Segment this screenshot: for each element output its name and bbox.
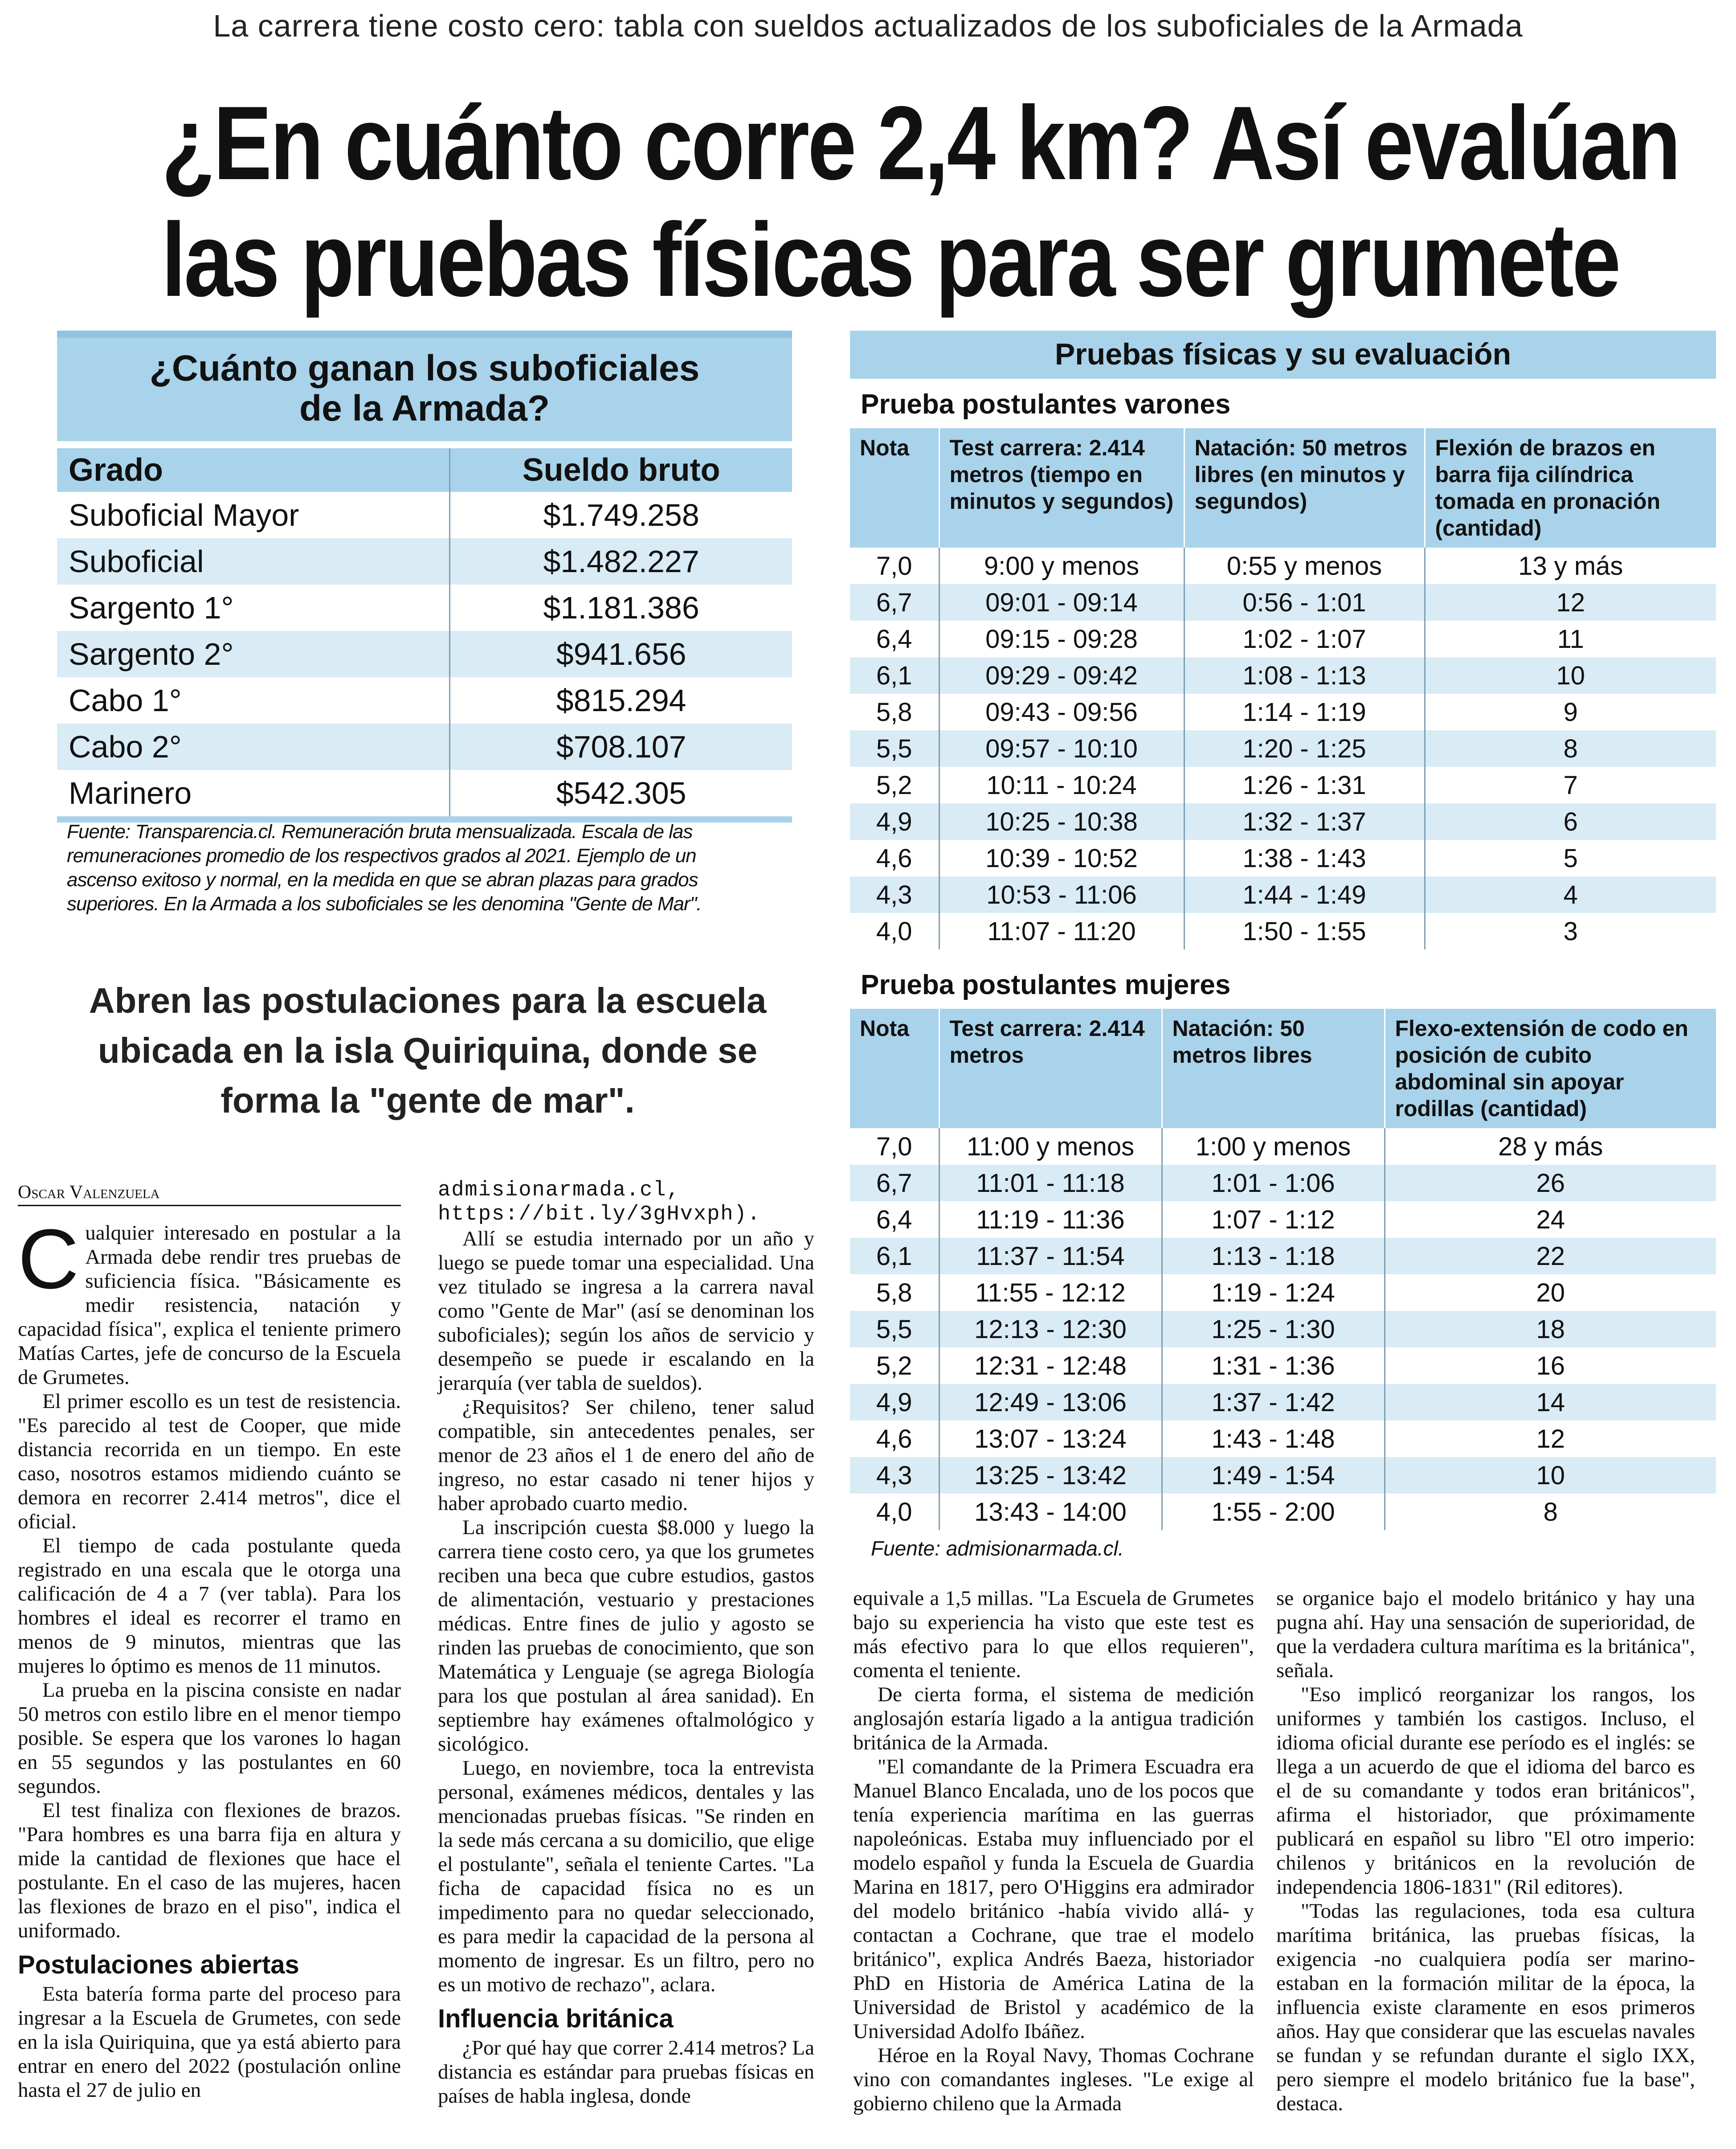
headline: [161, 84, 1679, 318]
women-cell: 11:00 y menos: [939, 1128, 1162, 1165]
men-cell: 7,0: [876, 551, 912, 581]
article-paragraph: "El comandante de la Primera Escuadra era Manuel Blanco Encalada, uno de los pocos que tenía experiencia marítima en las guerras napoleónicas. Estaba muy influenciado por el modelo español y funda la Escuela de Guardia Marina en 1817, pero O'Higgins era admirador del modelo británico -había vivido allá- y contactan a Cochrane, que trae el modelo británico", explica Andrés Baeza, historiador PhD en Historia de América Latina de la Universidad de Bristol y académico de la Universidad Adolfo Ibáñez.: [853, 1755, 1254, 2043]
section-heading-postulaciones: Postulaciones abiertas: [18, 1950, 299, 1979]
men-header-swim: Natación: 50 metros libres (en minutos y segundos): [1184, 428, 1425, 548]
men-cell: 10:53 - 11:06: [939, 876, 1184, 913]
article-paragraph: equivale a 1,5 millas. "La Escuela de Grumetes bajo su experiencia ha visto que este test es más efectivo para lo que ellos requieren", comenta el teniente.: [853, 1587, 1254, 1682]
article-column-2: [438, 1179, 814, 2108]
article-paragraph: se organice bajo el modelo británico y hay una pugna ahí. Hay una sensación de superioridad, de que la verdadera cultura marítima es la británica", señala.: [1276, 1587, 1695, 1682]
women-row: [850, 1128, 1716, 1165]
article-paragraph: El test finaliza con flexiones de brazos. "Para hombres es una barra fija en altura y mide la cantidad de flexiones que hace el postulante. En el caso de las mujeres, hacen las flexiones de brazo en el piso", indica el uniformado.: [18, 1799, 401, 1942]
article-paragraph: ¿Por qué hay que correr 2.414 metros? La distancia es estándar para pruebas físicas en países de habla inglesa, donde: [438, 2036, 814, 2108]
men-cell: 3: [1425, 913, 1716, 950]
men-cell: 09:01 - 09:14: [939, 584, 1184, 621]
men-cell: 5: [1425, 840, 1716, 876]
article-paragraph: ¿Requisitos? Ser chileno, tener salud compatible, sin antecedentes penales, ser menor de 23 años el 1 de enero del año de ingreso, no estar casado ni tener hijos y haber aprobado cuarto medio.: [438, 1396, 814, 1515]
article-column-4: [1276, 1586, 1695, 2116]
men-cell: 6,7: [850, 584, 939, 621]
men-row: [850, 548, 1716, 584]
men-cell: 13 y más: [1425, 548, 1716, 584]
men-cell: 5,2: [876, 770, 912, 800]
tests-source: Fuente: admisionarmada.cl.: [871, 1537, 1124, 1560]
salary-row: [57, 492, 792, 538]
article-paragraph: De cierta forma, el sistema de medición anglosajón estaría ligado a la antigua tradición británica de la Armada.: [853, 1683, 1254, 1754]
men-cell: 1:02 - 1:07: [1184, 621, 1425, 657]
women-cell: 4,6: [876, 1424, 912, 1453]
salary-box-title: [57, 331, 792, 441]
women-cell: 28 y más: [1385, 1128, 1716, 1165]
women-cell: 13:25 - 13:42: [939, 1457, 1162, 1494]
women-cell: 13:43 - 14:00: [939, 1494, 1162, 1530]
salary-row: [57, 770, 792, 816]
salary-header-grade: Grado: [57, 448, 450, 492]
men-table: [850, 428, 1716, 950]
subheadline: Abren las postulaciones para la escuela ubicada en la isla Quiriquina, donde se forma la "gente de mar".: [89, 981, 767, 1120]
salary-row: [57, 538, 792, 585]
men-row: [850, 694, 1716, 730]
women-cell: 6,1: [850, 1238, 939, 1274]
women-cell: 6,4: [876, 1205, 912, 1234]
women-cell: 1:31 - 1:36: [1162, 1347, 1385, 1384]
salary-row: [57, 677, 792, 724]
men-cell: 09:43 - 09:56: [939, 694, 1184, 730]
women-cell: 5,8: [876, 1278, 912, 1307]
women-cell: 11:01 - 11:18: [939, 1165, 1162, 1201]
men-cell: 1:44 - 1:49: [1184, 876, 1425, 913]
men-cell: 9: [1425, 694, 1716, 730]
men-cell: 1:14 - 1:19: [1184, 694, 1425, 730]
women-cell: 1:49 - 1:54: [1162, 1457, 1385, 1494]
article-paragraph: El tiempo de cada postulante queda registrado en una escala que le otorga una calificación de 4 a 7 (ver tabla). Para los hombres el ideal es recorrer el tramo en menos de 9 minutos, mientras que las mujeres lo óptimo es menos de 11 minutos.: [18, 1534, 401, 1678]
women-row: [850, 1457, 1716, 1494]
women-cell: 8: [1385, 1494, 1716, 1530]
women-cell: 4,0: [876, 1497, 912, 1527]
men-row: [850, 621, 1716, 657]
men-cell: 6,4: [876, 624, 912, 654]
salary-cell: $1.482.227: [450, 538, 792, 585]
men-cell: 10:11 - 10:24: [939, 767, 1184, 803]
article-column-3: [853, 1586, 1254, 2116]
article-paragraph: "Todas las regulaciones, toda esa cultura marítima británica, las pruebas físicas, la exigencia -no cualquiera podía ser marino- estaban en la formación militar de la época, la influencia existe claramente en esos primeros años. Hay que considerar que las escuelas navales se fundan y se refundan durante el siglo IXX, pero siempre el modelo británico fue la base", destaca.: [1276, 1899, 1695, 2115]
women-row: [850, 1420, 1716, 1457]
salary-cell: Cabo 2°: [57, 724, 450, 770]
headline-line-1: ¿En cuánto corre 2,4 km? Así evalúan: [161, 84, 1679, 201]
women-row: [850, 1347, 1716, 1384]
byline: Oscar Valenzuela: [18, 1182, 401, 1206]
men-cell: 10:39 - 10:52: [939, 840, 1184, 876]
drop-cap: C: [18, 1212, 79, 1306]
lead-text: ualquier interesado en postular a la Armada debe rendir tres pruebas de suficiencia física. "Básicamente es medir resistencia, natación y capacidad física", explica el teniente primero Matías Cartes, jefe de concurso de la Escuela de Grumetes.: [18, 1221, 401, 1389]
women-cell: 22: [1385, 1238, 1716, 1274]
salary-title-line-2: de la Armada?: [299, 388, 550, 429]
salary-box: [57, 331, 792, 823]
women-row: [850, 1311, 1716, 1347]
article-paragraph: La inscripción cuesta $8.000 y luego la carrera tiene costo cero, ya que los grumetes reciben una beca que cubre estudios, gastos de alimentación, vestuario y prestaciones médicas. Entre fines de julio y agosto se rinden las pruebas de conocimiento, que son Matemática y Lenguaje (se agrega Biología para los que postulan al área sanidad). En septiembre hay exámenes oftalmológico y sicológico.: [438, 1516, 814, 1756]
women-cell: 11:55 - 12:12: [939, 1274, 1162, 1311]
salary-cell: $542.305: [450, 770, 792, 816]
women-cell: 1:55 - 2:00: [1162, 1494, 1385, 1530]
article-paragraph: Esta batería forma parte del proceso para ingresar a la Escuela de Grumetes, con sede en la isla Quiriquina, que ya está abierto para entrar en enero del 2022 (postulación online hasta el 27 de julio en: [18, 1982, 401, 2102]
tests-box: [850, 331, 1716, 1530]
article-paragraph: El primer escollo es un test de resistencia. "Es parecido al test de Cooper, que mide distancia recorrida en un tiempo. En este caso, nosotros estamos midiendo cuánto se demora en recorrer 2.414 metros", dice el oficial.: [18, 1390, 401, 1533]
men-cell: 0:56 - 1:01: [1184, 584, 1425, 621]
women-cell: 10: [1385, 1457, 1716, 1494]
men-header-pullups: Flexión de brazos en barra fija cilíndrica tomada en pronación (cantidad): [1425, 428, 1716, 548]
women-cell: 26: [1385, 1165, 1716, 1201]
men-cell: 09:57 - 10:10: [939, 730, 1184, 767]
women-cell: 1:19 - 1:24: [1162, 1274, 1385, 1311]
salary-cell: Marinero: [69, 776, 192, 810]
men-cell: 1:50 - 1:55: [1184, 913, 1425, 950]
article-paragraph: Héroe en la Royal Navy, Thomas Cochrane vino con comandantes ingleses. "Le exige al gobierno chileno que la Armada: [853, 2044, 1254, 2115]
article-paragraph: La prueba en la piscina consiste en nadar 50 metros con estilo libre en el menor tiempo posible. Se espera que los varones lo hagan en 55 segundos y las postulantes en 60 segundos.: [18, 1678, 401, 1798]
women-cell: 4,3: [850, 1457, 939, 1494]
women-cell: 12:13 - 12:30: [939, 1311, 1162, 1347]
salary-cell: $1.749.258: [450, 492, 792, 538]
men-cell: 6: [1425, 803, 1716, 840]
men-cell: 1:08 - 1:13: [1184, 657, 1425, 694]
women-cell: 6,7: [850, 1165, 939, 1201]
section-heading-influencia: Influencia británica: [438, 2004, 674, 2033]
men-cell: 11: [1425, 621, 1716, 657]
women-cell: 18: [1385, 1311, 1716, 1347]
headline-line-2: las pruebas físicas para ser grumete: [161, 201, 1619, 318]
men-cell: 5,5: [850, 730, 939, 767]
women-cell: 5,5: [850, 1311, 939, 1347]
women-row: [850, 1494, 1716, 1530]
women-cell: 1:07 - 1:12: [1162, 1201, 1385, 1238]
men-cell: 6,1: [850, 657, 939, 694]
men-cell: 4: [1425, 876, 1716, 913]
men-row: [850, 767, 1716, 803]
women-row: [850, 1201, 1716, 1238]
women-section-title: Prueba postulantes mujeres: [861, 970, 1231, 1000]
salary-table: [57, 448, 792, 823]
women-header-grade: Nota: [850, 1009, 939, 1128]
men-row: [850, 803, 1716, 840]
salary-cell: Suboficial: [57, 538, 450, 585]
salary-cell: $815.294: [450, 677, 792, 724]
men-cell: 8: [1425, 730, 1716, 767]
men-row: [850, 584, 1716, 621]
women-row: [850, 1238, 1716, 1274]
men-cell: 1:32 - 1:37: [1184, 803, 1425, 840]
women-cell: 12: [1385, 1420, 1716, 1457]
women-cell: 24: [1385, 1201, 1716, 1238]
men-row: [850, 657, 1716, 694]
women-cell: 5,2: [876, 1351, 912, 1380]
women-cell: 1:43 - 1:48: [1162, 1420, 1385, 1457]
men-cell: 1:26 - 1:31: [1184, 767, 1425, 803]
women-row: [850, 1384, 1716, 1420]
men-header-grade: Nota: [850, 428, 939, 548]
article-column-1: [18, 1212, 401, 2102]
men-cell: 4,6: [876, 843, 912, 873]
men-cell: 12: [1425, 584, 1716, 621]
article-lead: [18, 1212, 401, 1389]
men-header-run: Test carrera: 2.414 metros (tiempo en minutos y segundos): [939, 428, 1184, 548]
women-cell: 16: [1385, 1347, 1716, 1384]
article-paragraph: Luego, en noviembre, toca la entrevista personal, exámenes médicos, dentales y las mencionadas pruebas físicas. "Se rinden en la sede más cercana a su domicilio, que elige el postulante", señala el teniente Cartes. "La ficha de capacidad física no es un impedimento para no quedar seleccionado, es para medir la capacidad de la persona al momento de ingresar. Es un filtro, pero no es un motivo de rechazo", aclara.: [438, 1756, 814, 1996]
women-cell: 1:00 y menos: [1162, 1128, 1385, 1165]
women-cell: 12:49 - 13:06: [939, 1384, 1162, 1420]
women-header-run: Test carrera: 2.414 metros: [939, 1009, 1162, 1128]
salary-header-pay: Sueldo bruto: [450, 448, 792, 492]
women-cell: 1:13 - 1:18: [1162, 1238, 1385, 1274]
men-cell: 10:25 - 10:38: [939, 803, 1184, 840]
salary-cell: $1.181.386: [450, 585, 792, 631]
men-cell: 11:07 - 11:20: [939, 913, 1184, 950]
salary-cell: Sargento 2°: [57, 631, 450, 677]
article-paragraph: Allí se estudia internado por un año y luego se puede tomar una especialidad. Una vez titulado se ingresa a la carrera naval como "Gente de Mar" (así se denominan los suboficiales); según los años de servicio y desempeño se puede ir escalando en la jerarquía (ver tabla de sueldos).: [438, 1227, 814, 1395]
article-paragraph: "Eso implicó reorganizar los rangos, los uniformes y también los castigos. Incluso, el idioma oficial durante ese período es el inglés: se llega a un acuerdo de que el idioma del barco es el de su comandante y todos eran británicos", afirma el historiador, que próximamente publicará en español su libro "El otro imperio: chilenos y británicos en la revolución de independencia 1806-1831" (Ril editores).: [1276, 1683, 1695, 1899]
tests-box-title: Pruebas físicas y su evaluación: [850, 331, 1716, 379]
women-cell: 7,0: [876, 1132, 912, 1161]
women-header-pushups: Flexo-extensión de codo en posición de cubito abdominal sin apoyar rodillas (cantidad): [1385, 1009, 1716, 1128]
men-row: [850, 730, 1716, 767]
men-cell: 4,0: [876, 917, 912, 946]
women-row: [850, 1165, 1716, 1201]
women-cell: 11:37 - 11:54: [939, 1238, 1162, 1274]
kicker: La carrera tiene costo cero: tabla con sueldos actualizados de los suboficiales de la Armada: [213, 8, 1523, 43]
women-cell: 11:19 - 11:36: [939, 1201, 1162, 1238]
men-cell: 09:15 - 09:28: [939, 621, 1184, 657]
admission-url: admisionarmada.cl, https://bit.ly/3gHvxph).: [438, 1179, 761, 1226]
men-cell: 9:00 y menos: [939, 548, 1184, 584]
salary-row: [57, 585, 792, 631]
men-cell: 4,3: [850, 876, 939, 913]
women-cell: 20: [1385, 1274, 1716, 1311]
women-cell: 12:31 - 12:48: [939, 1347, 1162, 1384]
women-cell: 1:37 - 1:42: [1162, 1384, 1385, 1420]
salary-cell: Cabo 1°: [69, 683, 182, 718]
salary-cell: Sargento 1°: [69, 590, 234, 625]
men-cell: 0:55 y menos: [1184, 548, 1425, 584]
women-cell: 1:25 - 1:30: [1162, 1311, 1385, 1347]
men-cell: 1:20 - 1:25: [1184, 730, 1425, 767]
women-table: [850, 1009, 1716, 1530]
women-cell: 4,9: [850, 1384, 939, 1420]
men-cell: 1:38 - 1:43: [1184, 840, 1425, 876]
women-row: [850, 1274, 1716, 1311]
men-cell: 4,9: [850, 803, 939, 840]
men-cell: 7: [1425, 767, 1716, 803]
salary-note: Fuente: Transparencia.cl. Remuneración bruta mensualizada. Escala de las remuneraciones promedio de los respectivos grados al 2021. Ejemplo de un ascenso exitoso y normal, en la medida en que se abran plazas para grados superiores. En la Armada a los suboficiales se les denomina "Gente de Mar".: [67, 821, 702, 915]
men-section-title: Prueba postulantes varones: [861, 389, 1231, 420]
salary-cell: Suboficial Mayor: [69, 498, 299, 532]
men-row: [850, 876, 1716, 913]
salary-row: [57, 724, 792, 770]
women-cell: 14: [1385, 1384, 1716, 1420]
men-row: [850, 913, 1716, 950]
men-row: [850, 840, 1716, 876]
men-cell: 09:29 - 09:42: [939, 657, 1184, 694]
salary-row: [57, 631, 792, 677]
men-cell: 5,8: [876, 697, 912, 727]
salary-cell: $941.656: [450, 631, 792, 677]
men-cell: 10: [1425, 657, 1716, 694]
women-cell: 1:01 - 1:06: [1162, 1165, 1385, 1201]
women-header-swim: Natación: 50 metros libres: [1162, 1009, 1385, 1128]
salary-cell: $708.107: [450, 724, 792, 770]
salary-title-line-1: ¿Cuánto ganan los suboficiales: [149, 348, 700, 389]
women-cell: 13:07 - 13:24: [939, 1420, 1162, 1457]
